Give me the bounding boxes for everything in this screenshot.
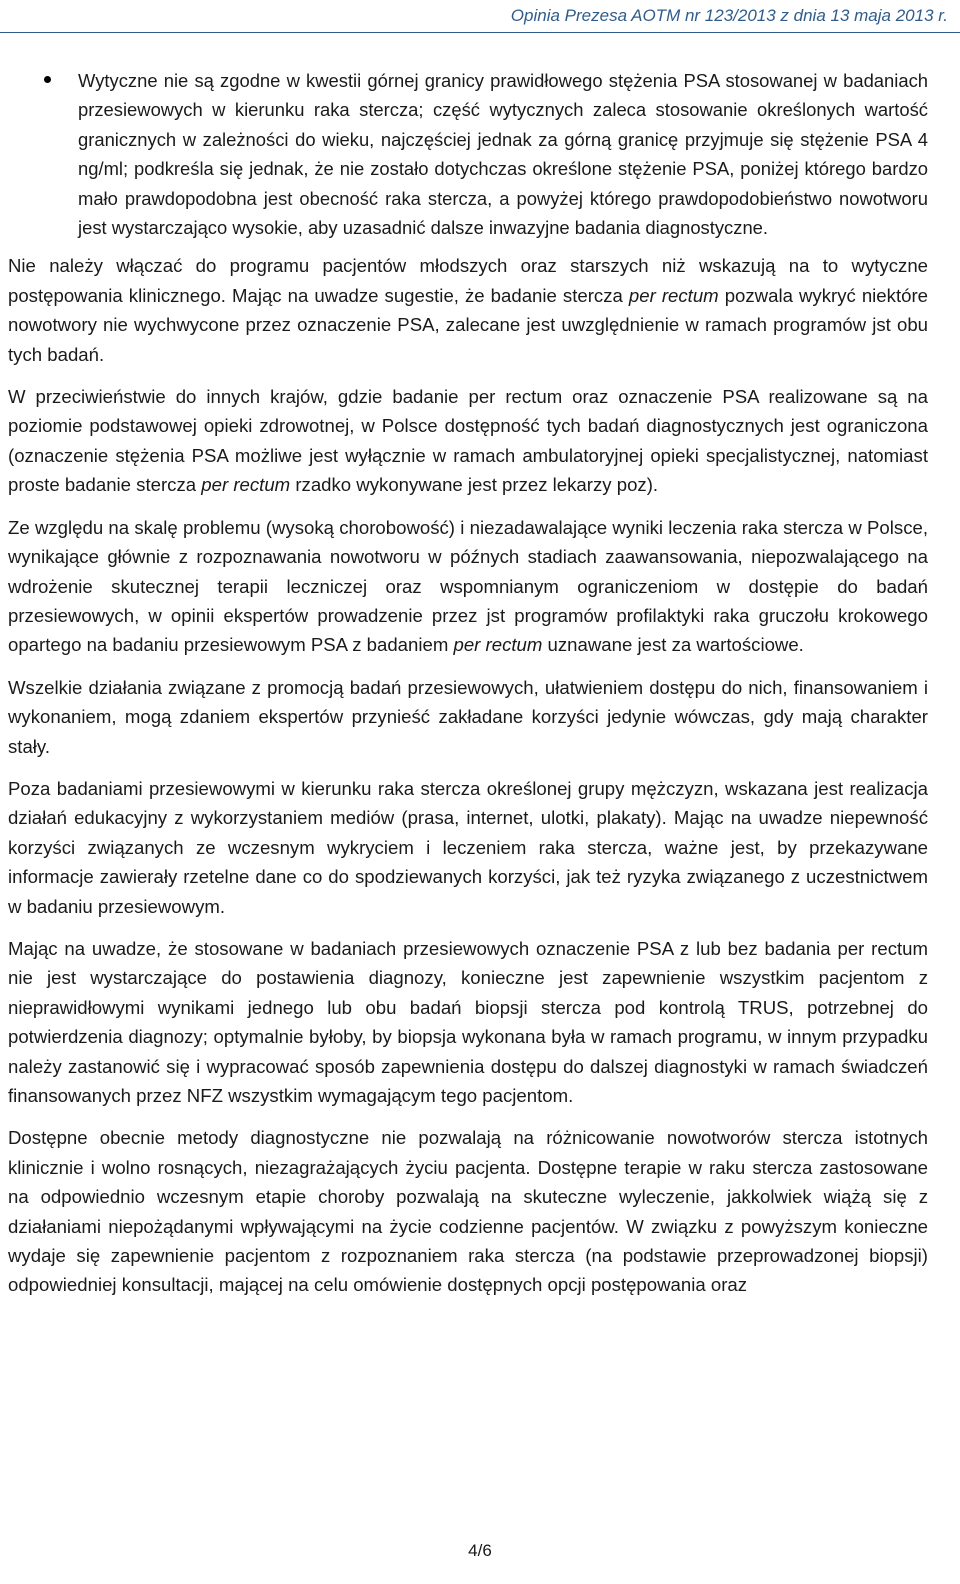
- paragraph-7: Dostępne obecnie metody diagnostyczne nie pozwalają na różnicowanie nowotworów stercza istotnych klinicznie i wolno rosnących, niezagrażających życiu pacjenta. Dostępne terapie w raku stercza zastosowane na odpowiednio wczesnym etapie choroby pozwalają na skuteczne wyleczenie, jakkolwiek wiążą się z działaniami niepożądanymi wpływającymi na życie codzienne pacjentów. W związku z powyższym konieczne wydaje się zapewnienie pacjentom z rozpoznaniem raka stercza (na podstawie przeprowadzonej biopsji) odpowiedniej konsultacji, mającej na celu omówienie dostępnych opcji postępowania oraz: [8, 1127, 928, 1296]
- paragraph-4: Wszelkie działania związane z promocją badań przesiewowych, ułatwieniem dostępu do nich, finansowaniem i wykonaniem, mogą zdaniem ekspertów przynieść zakładane korzyści jedynie wówczas, gdy mają charakter stały.: [8, 676, 928, 757]
- bullet-item: [8, 66, 928, 242]
- paragraph-2-italic: per rectum: [201, 474, 291, 496]
- paragraph-1-italic: per rectum: [628, 284, 719, 306]
- bullet-text: Wytyczne nie są zgodne w kwestii górnej granicy prawidłowego stężenia PSA stosowanej w badaniach przesiewowych w kierunku raka stercza; część wytycznych zaleca stosowanie określonych wartość granicznych w zależności do wieku, najczęściej jednak za górną granicę przyjmuje się stężenie PSA 4 ng/ml; podkreśla się jednak, że nie zostało dotychczas określone stężenie PSA, poniżej którego bardzo mało prawdopodobna jest obecność raka stercza, a powyżej którego prawdopodobieństwo nowotworu jest wystarczająco wysokie, aby uzasadnić dalsze inwazyjne badania diagnostyczne.: [78, 70, 928, 239]
- bullet-marker-icon: [44, 76, 51, 83]
- paragraph-3-text-c: uznawane jest za wartościowe.: [542, 634, 804, 656]
- paragraph-2-text-a: W przeciwieństwie do innych krajów, gdzie badanie per rectum oraz oznaczenie PSA realizowane są na poziomie podstawowej opieki zdrowotnej, w Polsce dostępność tych badań diagnostycznych jest ograniczona (oznaczenie stężenia PSA możliwe jest wyłącznie w ramach ambulatoryjnej opieki specjalistycznej, natomiast proste badanie stercza: [8, 386, 928, 496]
- paragraph-1-text-a: Nie należy włączać do programu pacjentów młodszych oraz starszych niż wskazują na to wytyczne postępowania klinicznego. Mając na uwadze sugestie, że badanie stercza: [8, 255, 928, 306]
- paragraph-1-text-c: pozwala wykryć niektóre nowotwory nie wychwycone przez oznaczenie PSA, zalecane jest uwzględnienie w ramach programów jst obu tych badań.: [8, 284, 928, 365]
- document-header: Opinia Prezesa AOTM nr 123/2013 z dnia 13 maja 2013 r.: [510, 6, 948, 25]
- paragraph-6: Mając na uwadze, że stosowane w badaniach przesiewowych oznaczenie PSA z lub bez badania per rectum nie jest wystarczające do postawienia diagnozy, konieczne jest zapewnienie wszystkim pacjentom z nieprawidłowymi wynikami jednego lub obu badań biopsji stercza pod kontrolą TRUS, potrzebnej do potwierdzenia diagnozy; optymalnie byłoby, by biopsja wykonana była w ramach programu, w innym przypadku należy zastanowić się i wypracować sposób zapewnienia dostępu do dalszej diagnostyki w ramach świadczeń finansowanych przez NFZ wszystkim wymagającym tego pacjentom.: [8, 937, 928, 1106]
- paragraph-3-italic: per rectum: [453, 634, 543, 656]
- paragraph-3: [8, 513, 928, 660]
- paragraph-1: [8, 251, 928, 369]
- document-body: [8, 66, 928, 1313]
- header-divider: [0, 32, 960, 33]
- page-number: 4/6: [468, 1541, 492, 1560]
- paragraph-2-text-c: rzadko wykonywane jest przez lekarzy poz).: [290, 474, 659, 496]
- paragraph-2: [8, 382, 928, 500]
- paragraph-5: Poza badaniami przesiewowymi w kierunku raka stercza określonej grupy mężczyzn, wskazana jest realizacja działań edukacyjny z wykorzystaniem mediów (prasa, internet, ulotki, plakaty). Mając na uwadze niepewność korzyści związanych ze wczesnym wykryciem i leczeniem raka stercza, ważne jest, by przekazywane informacje zawierały rzetelne dane co do spodziewanych korzyści, jak też ryzyka związanego z uczestnictwem w badaniu przesiewowym.: [8, 777, 928, 917]
- paragraph-3-text-a: Ze względu na skalę problemu (wysoką chorobowość) i niezadawalające wyniki leczenia raka stercza w Polsce, wynikające głównie z rozpoznawania nowotworu w późnych stadiach zaawansowania, niepozwalającego na wdrożenie skutecznej terapii leczniczej oraz wspomnianym ograniczeniom w dostępie do badań przesiewowych, w opinii ekspertów prowadzenie przez jst programów profilaktyki raka gruczołu krokowego opartego na badaniu przesiewowym PSA z badaniem: [8, 516, 928, 656]
